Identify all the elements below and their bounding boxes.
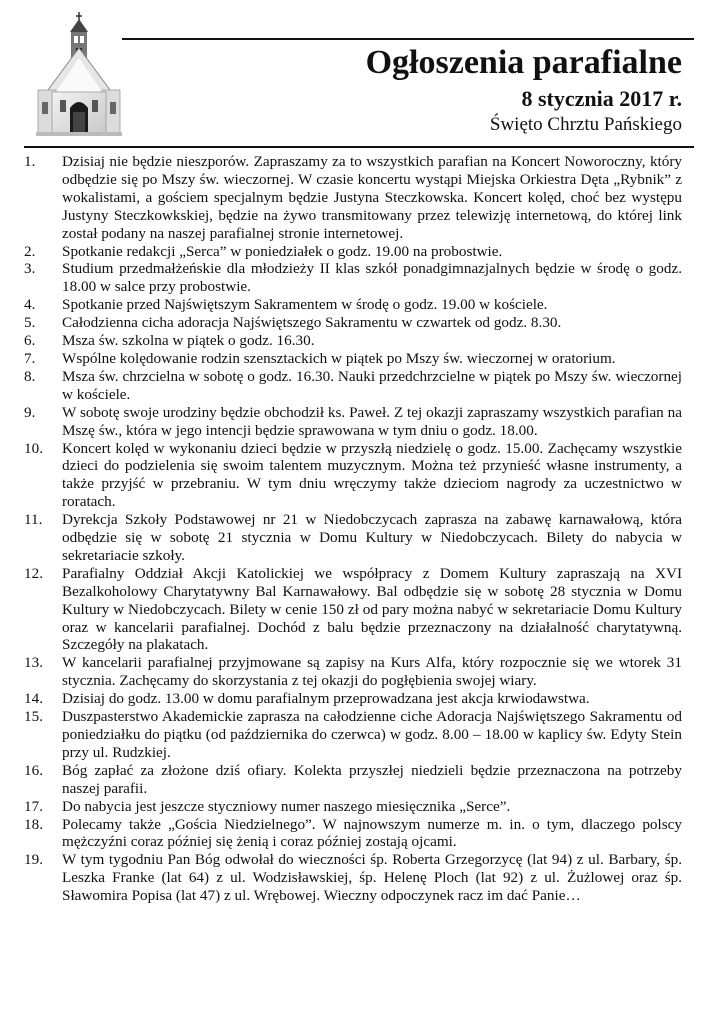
liturgical-feast: Święto Chrztu Pańskiego [489, 114, 682, 135]
list-item [24, 440, 682, 512]
list-item [24, 314, 682, 332]
item-number: 2. [24, 242, 36, 260]
list-item [24, 565, 682, 655]
item-text: Bóg zapłać za złożone dziś ofiary. Kolekta przyszłej niedzieli będzie przeznaczona na potrzeby naszej parafii. [62, 761, 682, 797]
item-number: 12. [24, 564, 43, 582]
item-text: Dyrekcja Szkoły Podstawowej nr 21 w Niedobczycach zaprasza na zabawę karnawałową, która odbędzie się w sobotę 21 stycznia w Domu Kultury w Niedobczycach. Bilety do nabycia w sekretariacie szkoły. [62, 511, 682, 564]
item-number: 14. [24, 690, 43, 708]
item-text: Msza św. szkolna w piątek o godz. 16.30. [62, 332, 315, 350]
list-item [24, 816, 682, 852]
item-number: 9. [24, 403, 36, 421]
list-item [24, 404, 682, 440]
header-top-rule [122, 38, 694, 40]
item-text: W sobotę swoje urodziny będzie obchodził ks. Paweł. Z tej okazji zapraszamy wszystkich parafian na Mszę św., która w jego intencji będzie sprawowana w tym dniu o godz. 18.00. [62, 403, 682, 439]
list-item [24, 762, 682, 798]
item-number: 19. [24, 851, 43, 869]
item-text: Msza św. chrzcielna w sobotę o godz. 16.30. Nauki przedchrzcielne w piątek po Mszy św. wieczornej w kościele. [62, 367, 682, 403]
item-text: Całodzienna cicha adoracja Najświętszego Sakramentu w czwartek od godz. 8.30. [62, 314, 562, 332]
item-text: Studium przedmałżeńskie dla młodzieży II klas szkół ponadgimnazjalnych będzie w środę o godz. 18.00 w salce przy probostwie. [62, 260, 682, 296]
list-item [24, 332, 682, 350]
item-text: Wspólne kolędowanie rodzin szensztackich w piątek po Mszy św. wieczornej w oratorium. [62, 349, 616, 367]
item-number: 13. [24, 654, 43, 672]
list-item [24, 690, 682, 708]
item-text: W kancelarii parafialnej przyjmowane są zapisy na Kurs Alfa, który rozpocznie się we wtorek 31 stycznia. Zachęcamy do skorzystania z tej okazji do pogłębienia swojej wiary. [62, 654, 682, 690]
announcement-list [24, 153, 682, 905]
page-title: Ogłoszenia parafialne [365, 44, 682, 81]
item-number: 17. [24, 797, 43, 815]
item-number: 16. [24, 761, 43, 779]
item-number: 6. [24, 332, 36, 350]
list-item [24, 851, 682, 905]
item-text: Spotkanie redakcji „Serca” w poniedziałek o godz. 19.00 na probostwie. [62, 242, 503, 260]
item-text: Dzisiaj nie będzie nieszporów. Zapraszamy za to wszystkich parafian na Koncert Noworoczny, który odbędzie się po Mszy św. wieczornej. W czasie koncertu wystąpi Miejska Orkiestra Dęta „Rybnik” z wokalistami, a gościem specjalnym będzie Justyna Steczkowska. Koncert kolęd, choć bez występu Justyny Steczkowkskiej, będzie na żywo transmitowany przez telewizję internetową, do której link został podany na naszej parafialnej stronie internetowej. [62, 153, 682, 242]
item-number: 18. [24, 815, 43, 833]
list-item [24, 511, 682, 565]
church-logo [36, 12, 122, 136]
list-item [24, 350, 682, 368]
list-item [24, 260, 682, 296]
item-number: 15. [24, 708, 43, 726]
item-number: 5. [24, 314, 36, 332]
item-text: Koncert kolęd w wykonaniu dzieci będzie w przyszłą niedzielę o godz. 15.00. Zachęcamy wszystkie dzieci do podzielenia się swoim talentem muzycznym. Można też przynieść własne instrumenty, a także przyjść w przebraniu. W tym dniu wręczymy także dzieciom nagrody za uczestnictwo w roratach. [62, 439, 682, 511]
list-item [24, 708, 682, 762]
list-item [24, 296, 682, 314]
list-item [24, 153, 682, 243]
item-text: Parafialny Oddział Akcji Katolickiej we współpracy z Domem Kultury zapraszają na XVI Bezalkoholowy Charytatywny Bal Karnawałowy. Bal odbędzie się w sobotę 28 stycznia w Domu Kultury w Niedobczycach. Bilety w cenie 150 zł od pary można nabyć w sekretariacie Domu Kultury oraz w kancelarii parafialnej. Dochód z balu będzie przeznaczony na działalność charytatywną. Szczegóły na plakatach. [62, 564, 682, 654]
item-number: 8. [24, 367, 36, 385]
item-number: 7. [24, 349, 36, 367]
list-item [24, 368, 682, 404]
list-item [24, 654, 682, 690]
item-text: Polecamy także „Gościa Niedzielnego”. W najnowszym numerze m. in. o tym, dlaczego polscy mężczyźni coraz później się żenią i coraz później zostają ojcami. [62, 815, 682, 851]
item-number: 11. [24, 511, 43, 529]
item-number: 4. [24, 296, 36, 314]
header-bottom-rule [24, 146, 694, 148]
item-text: Duszpasterstwo Akademickie zaprasza na całodzienne ciche Adoracja Najświętszego Sakramentu od poniedziałku do piątku (od października do czerwca) w godz. 8.00 – 18.00 w kaplicy św. Edyty Stein przy ul. Rudzkiej. [62, 708, 682, 761]
list-item [24, 798, 682, 816]
announcement-date: 8 stycznia 2017 r. [521, 86, 682, 111]
item-text: Spotkanie przed Najświętszym Sakramentem w środę o godz. 19.00 w kościele. [62, 296, 548, 314]
list-item [24, 243, 682, 261]
item-number: 10. [24, 439, 43, 457]
item-text: Dzisiaj do godz. 13.00 w domu parafialnym przeprowadzana jest akcja krwiodawstwa. [62, 690, 590, 708]
item-text: Do nabycia jest jeszcze styczniowy numer naszego miesięcznika „Serce”. [62, 797, 511, 815]
item-number: 1. [24, 153, 36, 170]
item-text: W tym tygodniu Pan Bóg odwołał do wieczności śp. Roberta Grzegorzycę (lat 94) z ul. Barbary, śp. Leszka Franke (lat 64) z ul. Wodzisławskiej, śp. Helenę Ploch (lat 92) z ul. Żużlowej oraz śp. Sławomira Popisa (lat 47) z ul. Wrębowej. Wieczny odpoczynek racz im dać Panie… [62, 851, 682, 905]
item-number: 3. [24, 260, 36, 278]
